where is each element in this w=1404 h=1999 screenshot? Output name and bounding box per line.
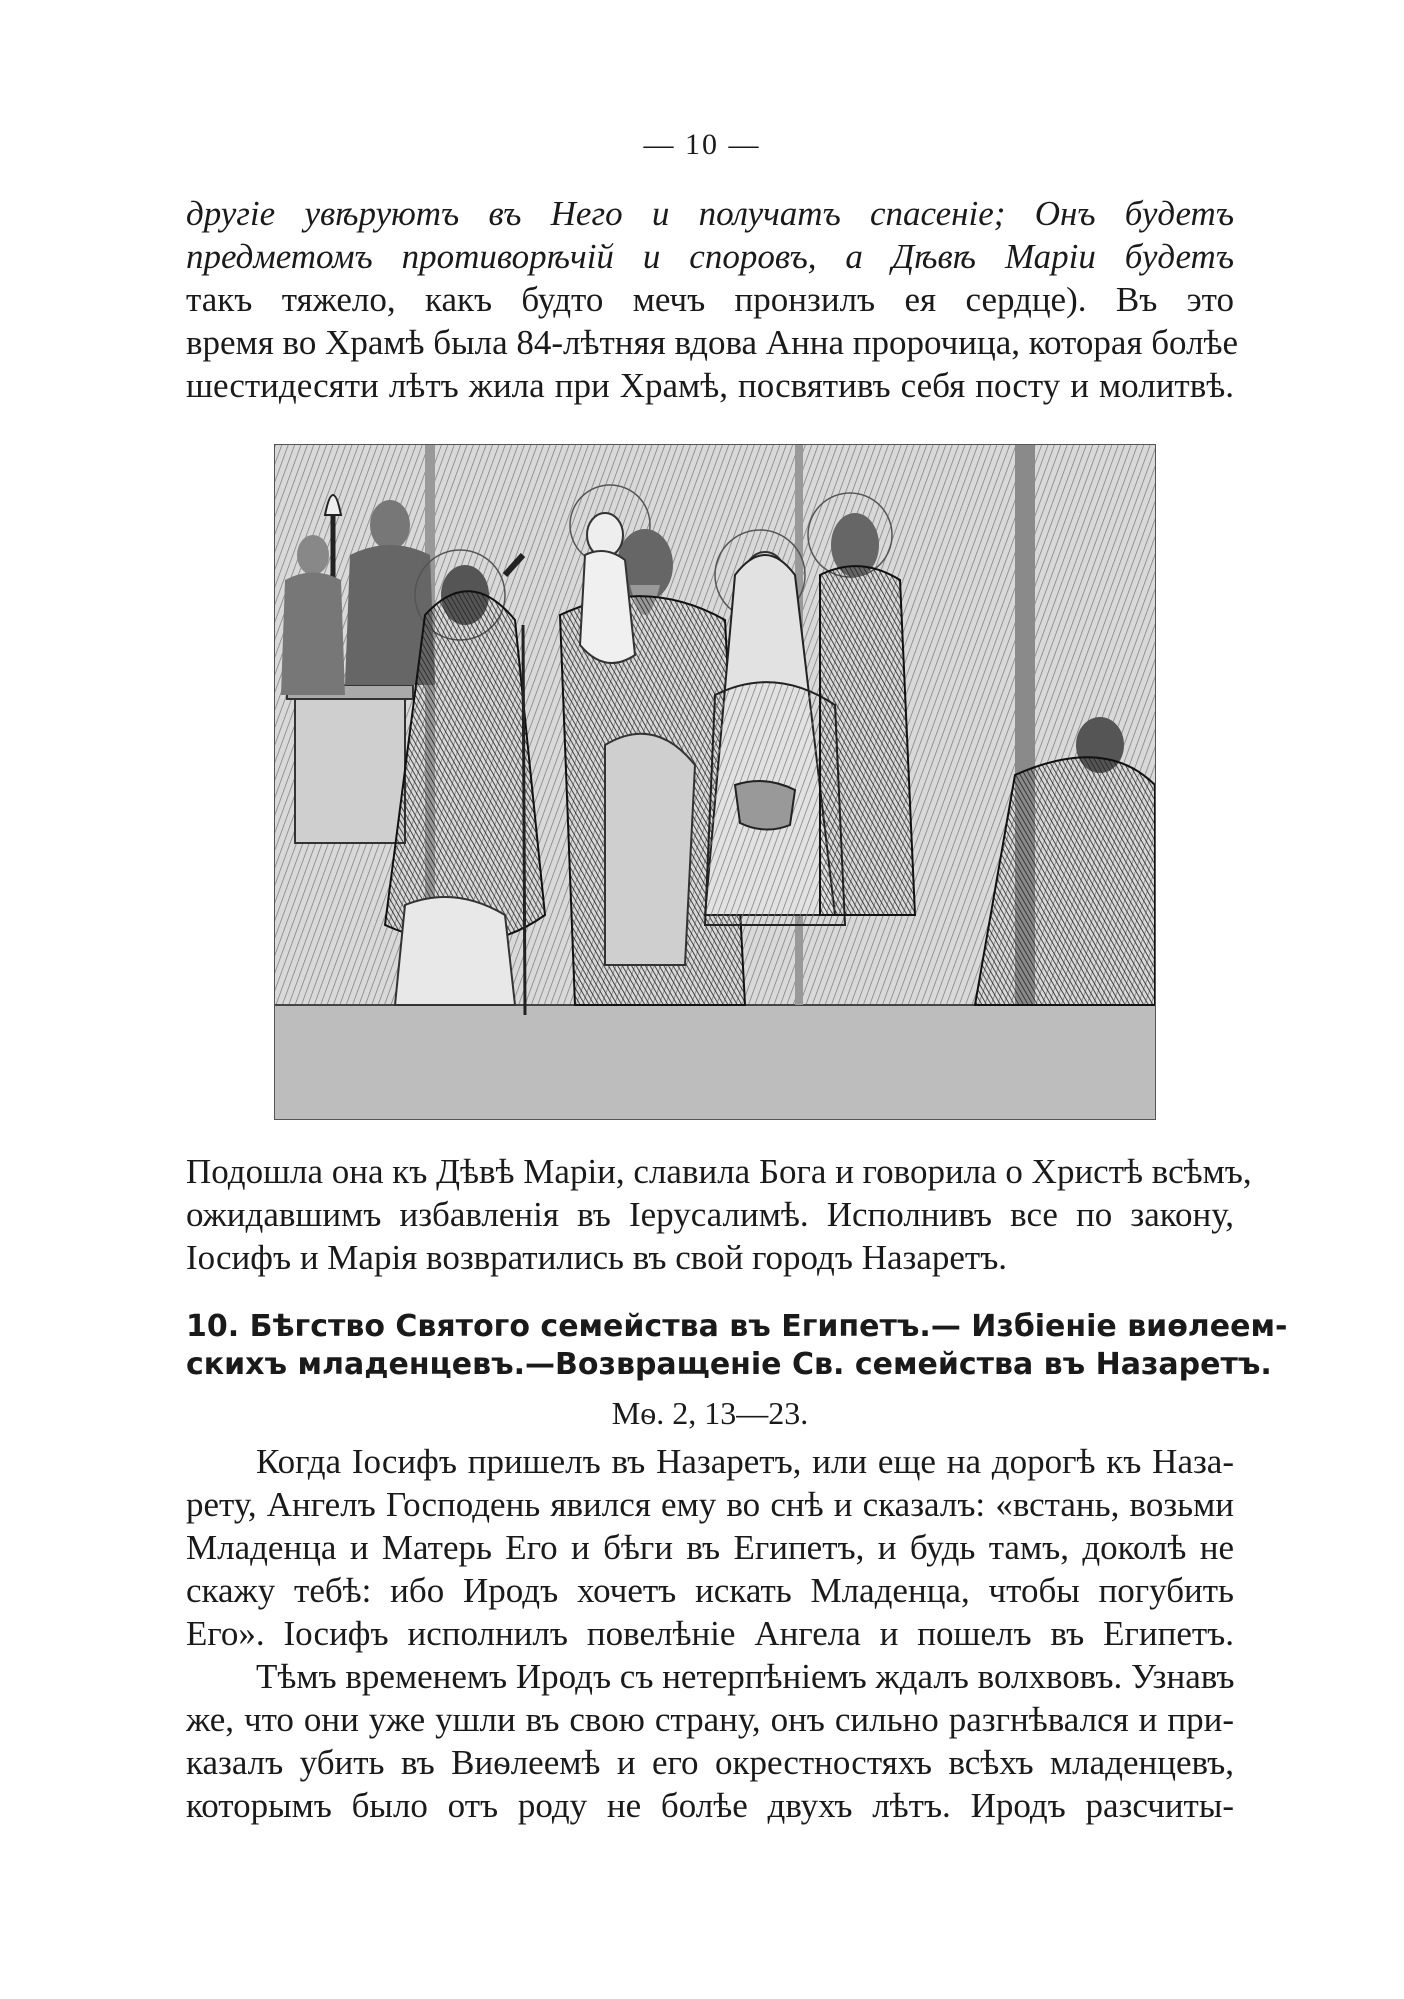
section-heading [186,1308,1288,1384]
altar [295,693,405,843]
intro-line: шестидесяти лѣтъ жила при Храмѣ, посвятивъ себя посту и молитвѣ. [186,366,1234,405]
body-line: Младенца и Матерь Его и бѣги въ Египетъ, и будь тамъ, доколѣ не [186,1528,1234,1567]
intro-line: предметомъ противорѣчій и споровъ, а Дѣвѣ Маріи будетъ [186,237,1234,276]
paragraph-line: ожидавшимъ избавленія въ Іерусалимѣ. Исполнивъ все по закону, [186,1195,1234,1234]
body-line: Когда Іосифъ пришелъ въ Назаретъ, или еще на дорогѣ къ Наза- [256,1442,1234,1481]
heading-line: 10. Бѣгство Святого семейства въ Египетъ.— Избіеніе виѳлеем- [186,1309,1288,1344]
paragraph-line: Подошла она къ Дѣвѣ Маріи, славила Бога и говорила о Христѣ всѣмъ, [186,1152,1252,1191]
body-text [186,1440,1234,1827]
body-line: Его». Іосифъ исполнилъ повелѣніе Ангела и пошелъ въ Египетъ. [186,1614,1234,1653]
intro-paragraph [186,192,1239,407]
body-line: рету, Ангелъ Господень явился ему во снѣ и сказалъ: «встань, возьми [186,1485,1234,1524]
intro-line: такъ тяжело, какъ будто мечъ пронзилъ ея сердце). Въ это [186,280,1234,319]
body-line: скажу тебѣ: ибо Иродъ хочетъ искать Младенца, чтобы погубить [186,1571,1234,1610]
engraving-illustration [274,444,1156,1120]
scripture-reference-block [186,1392,1234,1435]
body-line: которымъ было отъ роду не болѣе двухъ лѣтъ. Иродъ разсчиты- [186,1786,1234,1825]
scripture-reference: Мѳ. 2, 13—23. [611,1395,809,1431]
heading-line: скихъ младенцевъ.—Возвращеніе Св. семейства въ Назаретъ. [186,1347,1272,1382]
background-figure [370,500,410,550]
intro-line: время во Храмѣ была 84-лѣтняя вдова Анна пророчица, которая болѣе [186,323,1239,362]
presentation-in-temple-engraving [275,445,1155,1119]
after-illustration-paragraph [186,1150,1252,1279]
body-line: казалъ убить въ Виѳлеемѣ и его окрестностяхъ всѣхъ младенцевъ, [186,1743,1234,1782]
body-line: же, что они уже ушли въ свою страну, онъ сильно разгнѣвался и при- [186,1700,1234,1739]
body-line: Тѣмъ временемъ Иродъ съ нетерпѣніемъ ждалъ волхвовъ. Узнавъ [256,1657,1235,1696]
page-number: — 10 — [643,128,761,161]
temple-floor [275,1005,1155,1119]
dove-basket [735,781,795,830]
intro-line: другіе увѣруютъ въ Него и получатъ спасеніе; Онъ будетъ [186,194,1234,233]
paragraph-line: Іосифъ и Марія возвратились въ свой городъ Назаретъ. [186,1238,1008,1277]
background-figure [297,535,329,575]
